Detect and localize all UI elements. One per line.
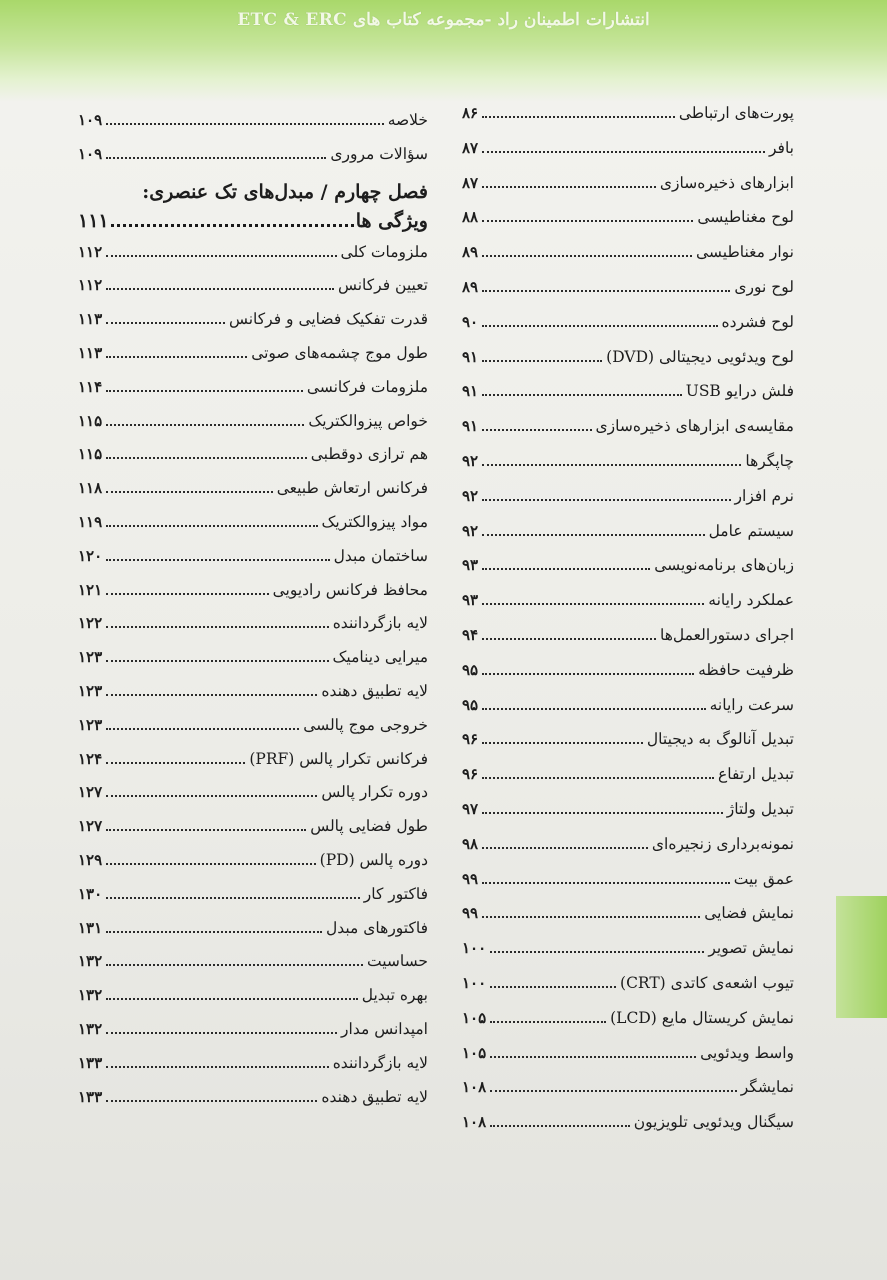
toc-entry-page-number: ۹۱ [462,417,479,436]
dot-leader [106,415,304,426]
dot-leader [482,421,591,432]
dot-leader [482,212,693,223]
dot-leader [490,943,704,954]
toc-entry [462,131,794,166]
toc-entry [462,1001,794,1036]
toc-entry-page-number: ۹۲ [462,486,479,505]
toc-right-column [462,96,794,1140]
toc-entry-page-number: ۱۱۵ [78,411,103,430]
toc-entry [78,709,428,743]
toc-left-entries [78,236,428,1115]
toc-entry-page-number: ۹۵ [462,660,479,679]
toc-entry-page-number: ۱۰۸ [462,1113,487,1132]
toc-entry-title: ملزومات فرکانسی [306,377,428,396]
toc-entry-page-number: ۱۱۲ [78,276,103,295]
toc-entry-title: نرم افزار [734,486,794,505]
dot-leader [106,584,268,595]
toc-entry [78,810,428,844]
toc-entry-title: هم ترازی دوقطبی [310,445,428,464]
toc-entry [462,270,794,305]
toc-entry [462,514,794,549]
toc-entry-page-number: ۱۱۲ [78,242,103,261]
toc-entry-title: تبدیل ارتفاع [717,765,794,784]
toc-entry-title: لایه تطبیق دهنده [321,681,428,700]
toc-entry-title: طول موج چشمه‌های صوتی [251,343,428,362]
toc-entry-title: ابزارهای ذخیره‌سازی [659,173,794,192]
dot-leader [482,908,700,919]
toc-entry-title: خروجی موج پالسی [303,715,428,734]
dot-leader [482,699,705,710]
toc-entry-page-number: ۸۷ [462,138,479,157]
toc-entry-title: فاکتور کار [363,884,428,903]
toc-entry-title: عمق بیت [733,869,794,888]
toc-entry [78,540,428,574]
toc-entry-page-number: ۱۰۹ [78,111,103,129]
toc-entry-title: خواص پیزوالکتریک [308,411,428,430]
dot-leader [106,381,303,392]
toc-entry-page-number: ۱۰۸ [462,1078,487,1097]
toc-entry-title: لوح فشرده [721,312,794,331]
toc-entry-title: مواد پیزوالکتریک [321,512,428,531]
toc-entry-title: امپدانس مدار [341,1019,428,1038]
toc-entry [78,844,428,878]
toc-entry [462,305,794,340]
toc-entry [78,574,428,608]
dot-leader [482,142,765,153]
toc-entry-title: فرکانس تکرار پالس (PRF) [249,749,428,768]
toc-entry [78,945,428,979]
toc-entry-page-number: ۱۲۳ [78,648,103,667]
toc-entry-page-number: ۹۹ [462,904,479,923]
toc-entry-page-number: ۹۳ [462,591,479,610]
toc-entry [78,337,428,371]
dot-leader [482,455,741,466]
toc-entry [462,479,794,514]
toc-entry [462,374,794,409]
toc-entry-title: سیگنال ویدئویی تلویزیون [633,1113,794,1132]
toc-entry-page-number: ۱۲۷ [78,817,103,836]
toc-entry-title: نمایشگر [740,1078,794,1097]
dot-leader [106,449,307,460]
dot-leader [490,1082,737,1093]
dot-leader [482,386,682,397]
toc-entry-page-number: ۹۲ [462,451,479,470]
dot-leader [482,107,675,118]
toc-entry-title: چاپگرها [745,451,794,470]
chapter-side-tab [836,896,887,1018]
toc-entry-title: ملزومات کلی [340,242,428,261]
dot-leader [490,1012,606,1023]
toc-entry-title: مقایسه‌ی ابزارهای ذخیره‌سازی [595,417,794,436]
toc-entry-title: دوره پالس (PD) [319,850,428,869]
toc-entry-page-number: ۸۸ [462,208,479,227]
toc-entry [78,979,428,1013]
toc-entry-title: عملکرد رایانه [708,591,794,610]
toc-entry-page-number: ۱۳۲ [78,1019,103,1038]
dot-leader [106,1023,337,1034]
toc-entry-title: نمایش تصویر [708,939,794,958]
toc-left-column [78,104,428,1114]
toc-entry [462,1036,794,1071]
dot-leader [111,214,354,227]
dot-leader [106,888,360,899]
dot-leader [106,922,322,933]
toc-entry-page-number: ۱۲۲ [78,614,103,633]
toc-entry [78,405,428,439]
dot-leader [482,838,648,849]
chapter-title-text: ویژگی ها [355,209,428,232]
dot-leader [490,1117,630,1128]
toc-entry [462,827,794,862]
toc-entry-title: فلش درایو USB [685,382,794,401]
toc-entry-page-number: ۱۲۴ [78,749,103,768]
toc-entry-title: سیستم عامل [708,521,794,540]
toc-entry-title: نمونه‌برداری زنجیره‌ای [651,834,794,853]
toc-entry-page-number: ۹۷ [462,799,479,818]
dot-leader [482,595,704,606]
toc-entry-page-number: ۱۰۰ [462,973,487,992]
dot-leader [106,956,363,967]
dot-leader [482,281,730,292]
toc-entry-page-number: ۱۲۳ [78,681,103,700]
header-title: انتشارات اطمینان راد -مجموعه کتاب های ETC & ERC [237,10,650,30]
toc-entry-title: نوار مغناطیسی [696,243,794,262]
toc-entry-page-number: ۱۳۳ [78,1053,103,1072]
toc-entry-title: تبدیل آنالوگ به دیجیتال [646,730,794,749]
toc-entry-page-number: ۱۰۹ [78,144,103,163]
toc-entry-title: طول فضایی پالس [310,817,428,836]
toc-entry-title: اجرای دستورالعمل‌ها [660,625,794,644]
toc-entry [78,776,428,810]
chapter-title-line2 [78,206,428,236]
toc-entry-title: لوح ویدئویی دیجیتالی (DVD) [606,347,794,366]
chapter-page-number: ۱۱۱ [78,209,109,232]
toc-entry [78,303,428,337]
toc-entry [78,912,428,946]
dot-leader [482,769,714,780]
toc-entry [78,743,428,777]
toc-entry [78,506,428,540]
dot-leader [106,1091,317,1102]
toc-entry [462,583,794,618]
toc-entry [78,371,428,405]
toc-entry [462,548,794,583]
toc-entry [462,200,794,235]
toc-entry-title: لایه بازگرداننده [332,1053,428,1072]
toc-entry [78,607,428,641]
toc-entry-title: فاکتورهای مبدل [325,918,428,937]
toc-entry-title: بهره تبدیل [361,986,428,1005]
toc-entry [462,409,794,444]
dot-leader [482,177,656,188]
toc-entry-page-number: ۹۱ [462,347,479,366]
toc-entry-title: ظرفیت حافظه [698,660,794,679]
toc-entry-page-number: ۹۶ [462,730,479,749]
toc-entry-page-number: ۹۴ [462,625,479,644]
dot-leader [106,685,317,696]
dot-leader [482,247,692,258]
toc-entry [78,472,428,506]
toc-entry-page-number: ۱۳۲ [78,986,103,1005]
toc-entry-page-number: ۸۹ [462,243,479,262]
toc-entry-page-number: ۱۲۹ [78,850,103,869]
toc-entry-title: ساختمان مبدل [333,546,428,565]
toc-entry-page-number: ۱۱۳ [78,343,103,362]
toc-entry [462,1105,794,1140]
dot-leader [482,873,730,884]
toc-entry [78,641,428,675]
toc-entry-title: تعیین فرکانس [337,276,428,295]
chapter-title-line1: فصل چهارم / مبدل‌های تک عنصری: [142,180,428,203]
toc-entry-title: زبان‌های برنامه‌نویسی [654,556,794,575]
dot-leader [482,351,602,362]
toc-entry-page-number: ۱۱۹ [78,512,103,531]
toc-entry-page-number: ۹۶ [462,765,479,784]
toc-entry-page-number: ۹۱ [462,382,479,401]
toc-entry-page-number: ۱۲۷ [78,783,103,802]
dot-leader [106,483,273,494]
toc-entry [78,1013,428,1047]
toc-entry [462,688,794,723]
dot-leader [490,1047,696,1058]
dot-leader [106,753,245,764]
dot-leader [482,525,704,536]
dot-leader [106,854,315,865]
toc-entry-page-number: ۱۳۱ [78,918,103,937]
toc-entry-title: بافر [769,138,794,157]
toc-entry [462,618,794,653]
toc-entry [462,966,794,1001]
header-band [0,0,887,102]
toc-entry [462,896,794,931]
toc-entry-title: فرکانس ارتعاش طبیعی [276,479,428,498]
dot-leader [106,787,317,798]
toc-entry-page-number: ۹۵ [462,695,479,714]
dot-leader [490,977,616,988]
toc-entry-title: حساسیت [366,952,428,971]
dot-leader [482,629,656,640]
toc-entry [78,269,428,303]
dot-leader [106,550,329,561]
toc-entry-title: نمایش کریستال مایع (LCD) [610,1008,794,1027]
dot-leader [482,734,643,745]
toc-entry-page-number: ۹۹ [462,869,479,888]
toc-entry-page-number: ۱۰۰ [462,939,487,958]
toc-entry [462,235,794,270]
toc-entry-page-number: ۸۹ [462,277,479,296]
dot-leader [482,664,694,675]
toc-entry-page-number: ۱۲۰ [78,546,103,565]
dot-leader [106,314,225,325]
toc-entry-title: سرعت رایانه [709,695,794,714]
toc-entry-title: تبدیل ولتاژ [726,799,794,818]
toc-entry [78,1047,428,1081]
dot-leader [106,990,358,1001]
toc-entry [462,757,794,792]
dot-leader [106,347,247,358]
toc-entry-title: لایه تطبیق دهنده [321,1087,428,1106]
dot-leader [106,719,299,730]
dot-leader [106,821,306,832]
dot-leader [482,316,717,327]
dot-leader [482,560,650,571]
toc-entry [462,862,794,897]
toc-entry-page-number: ۹۸ [462,834,479,853]
toc-entry [78,104,428,138]
dot-leader [482,490,730,501]
dot-leader [106,246,336,257]
dot-leader [482,803,723,814]
toc-entry [78,236,428,270]
toc-entry-title: لوح مغناطیسی [697,208,794,227]
toc-entry-page-number: ۱۰۵ [462,1043,487,1062]
toc-entry-page-number: ۱۲۳ [78,715,103,734]
toc-entry-title: دوره تکرار پالس [321,783,428,802]
toc-left-top [78,104,428,172]
toc-entry-page-number: ۱۱۵ [78,445,103,464]
toc-entry-page-number: ۱۲۱ [78,580,103,599]
toc-entry-title: سؤالات مروری [330,144,428,163]
dot-leader [106,1057,329,1068]
dot-leader [106,652,328,663]
toc-entry [78,138,428,172]
dot-leader [106,618,329,629]
toc-entry-page-number: ۹۲ [462,521,479,540]
toc-entry-title: قدرت تفکیک فضایی و فرکانس [228,310,428,329]
toc-entry-title: لایه بازگرداننده [332,614,428,633]
dot-leader [106,516,317,527]
toc-entry-page-number: ۱۱۳ [78,310,103,329]
toc-entry-page-number: ۹۳ [462,556,479,575]
toc-entry-page-number: ۱۳۳ [78,1087,103,1106]
toc-entry-title: نمایش فضایی [704,904,794,923]
toc-entry [462,722,794,757]
toc-entry-page-number: ۸۷ [462,173,479,192]
toc-entry [462,653,794,688]
toc-entry [462,444,794,479]
toc-entry-title: پورت‌های ارتباطی [678,104,794,122]
toc-entry [462,340,794,375]
toc-entry [462,1070,794,1105]
toc-entry-page-number: ۱۱۸ [78,479,103,498]
toc-entry-page-number: ۹۰ [462,312,479,331]
toc-entry [78,878,428,912]
toc-entry-title: لوح نوری [734,277,794,296]
toc-entry-title: واسط ویدئویی [700,1043,794,1062]
dot-leader [106,114,384,125]
dot-leader [106,148,326,159]
toc-entry [78,675,428,709]
toc-entry-title: محافظ فرکانس رادیویی [272,580,428,599]
dot-leader [106,280,334,291]
toc-entry-page-number: ۱۳۰ [78,884,103,903]
toc-entry-page-number: ۱۱۴ [78,377,103,396]
toc-entry-title: میرایی دینامیک [332,648,428,667]
toc-entry [462,792,794,827]
toc-entry [462,166,794,201]
toc-entry-page-number: ۸۶ [462,104,479,122]
toc-entry-page-number: ۱۳۲ [78,952,103,971]
toc-entry [78,1081,428,1115]
toc-entry-title: تیوب اشعه‌ی کاتدی (CRT) [620,973,794,992]
toc-entry [462,931,794,966]
toc-entry [78,438,428,472]
toc-entry-title: خلاصه [387,111,428,129]
toc-entry [462,96,794,131]
toc-entry-page-number: ۱۰۵ [462,1008,487,1027]
chapter-heading [78,172,428,236]
